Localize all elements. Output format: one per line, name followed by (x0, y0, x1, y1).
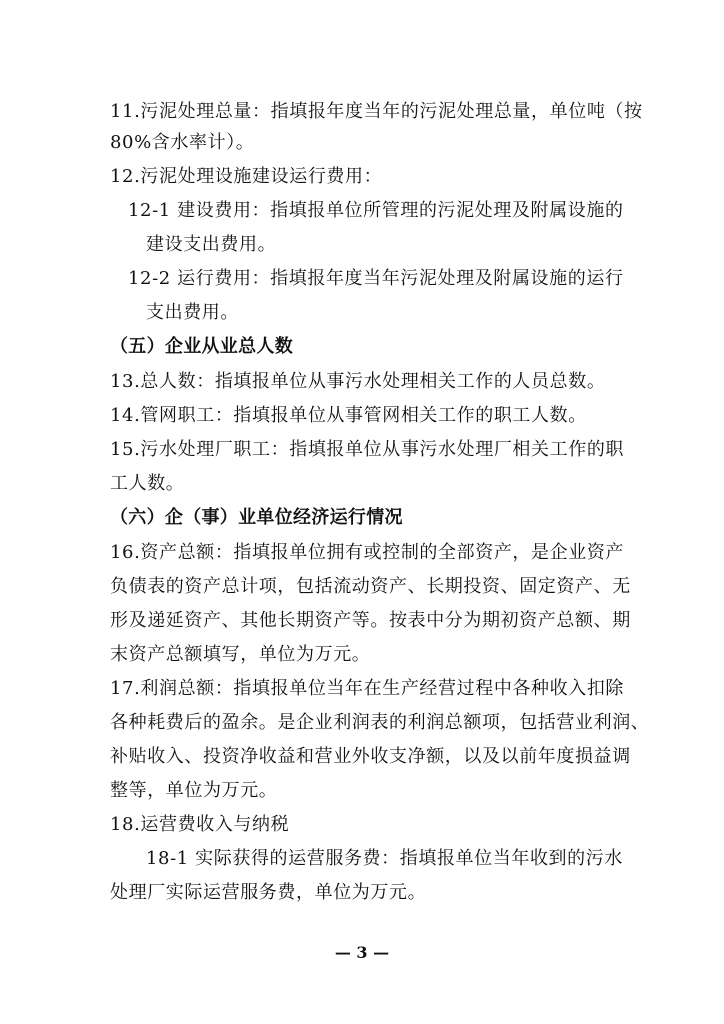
text-line: 80%含水率计）。 (110, 132, 255, 153)
text-line: 负债表的资产总计项，包括流动资产、长期投资、固定资产、无 (110, 576, 631, 597)
text-line: 12-1 建设费用：指填报单位所管理的污泥处理及附属设施的 (128, 200, 624, 221)
text-line: 形及递延资产、其他长期资产等。按表中分为期初资产总额、期 (110, 610, 631, 631)
text-line: 12-2 运行费用：指填报年度当年污泥处理及附属设施的运行 (128, 268, 624, 289)
section-heading: （五）企业从业总人数 (110, 336, 293, 357)
text-line: 整等，单位为万元。 (110, 780, 278, 801)
text-line: 各种耗费后的盈余。是企业利润表的利润总额项，包括营业利润、 (110, 712, 650, 733)
text-line: 建设支出费用。 (146, 234, 277, 255)
text-line: 17.利润总额：指填报单位当年在生产经营过程中各种收入扣除 (110, 678, 625, 699)
text-line: 12.污泥处理设施建设运行费用： (110, 166, 383, 187)
text-line: 末资产总额填写，单位为万元。 (110, 644, 371, 665)
text-line: 支出费用。 (146, 302, 239, 323)
section-heading: （六）企（事）业单位经济运行情况 (110, 507, 403, 528)
text-line: 18-1 实际获得的运营服务费：指填报单位当年收到的污水 (146, 848, 623, 869)
text-line: 14.管网职工：指填报单位从事管网相关工作的职工人数。 (110, 405, 587, 426)
text-line: 18.运营费收入与纳税 (110, 814, 290, 835)
text-line: 16.资产总额：指填报单位拥有或控制的全部资产，是企业资产 (110, 542, 625, 563)
text-line: 13.总人数：指填报单位从事污水处理相关工作的人员总数。 (110, 371, 606, 392)
text-line: 11.污泥处理总量：指填报年度当年的污泥处理总量，单位吨（按 (110, 101, 643, 122)
text-line: 15.污水处理厂职工：指填报单位从事污水处理厂相关工作的职 (110, 439, 625, 460)
text-line: 补贴收入、投资净收益和营业外收支净额，以及以前年度损益调 (110, 746, 631, 767)
page-number: — 3 — (334, 943, 390, 962)
text-line: 工人数。 (110, 473, 185, 494)
text-line: 处理厂实际运营服务费，单位为万元。 (110, 882, 427, 903)
